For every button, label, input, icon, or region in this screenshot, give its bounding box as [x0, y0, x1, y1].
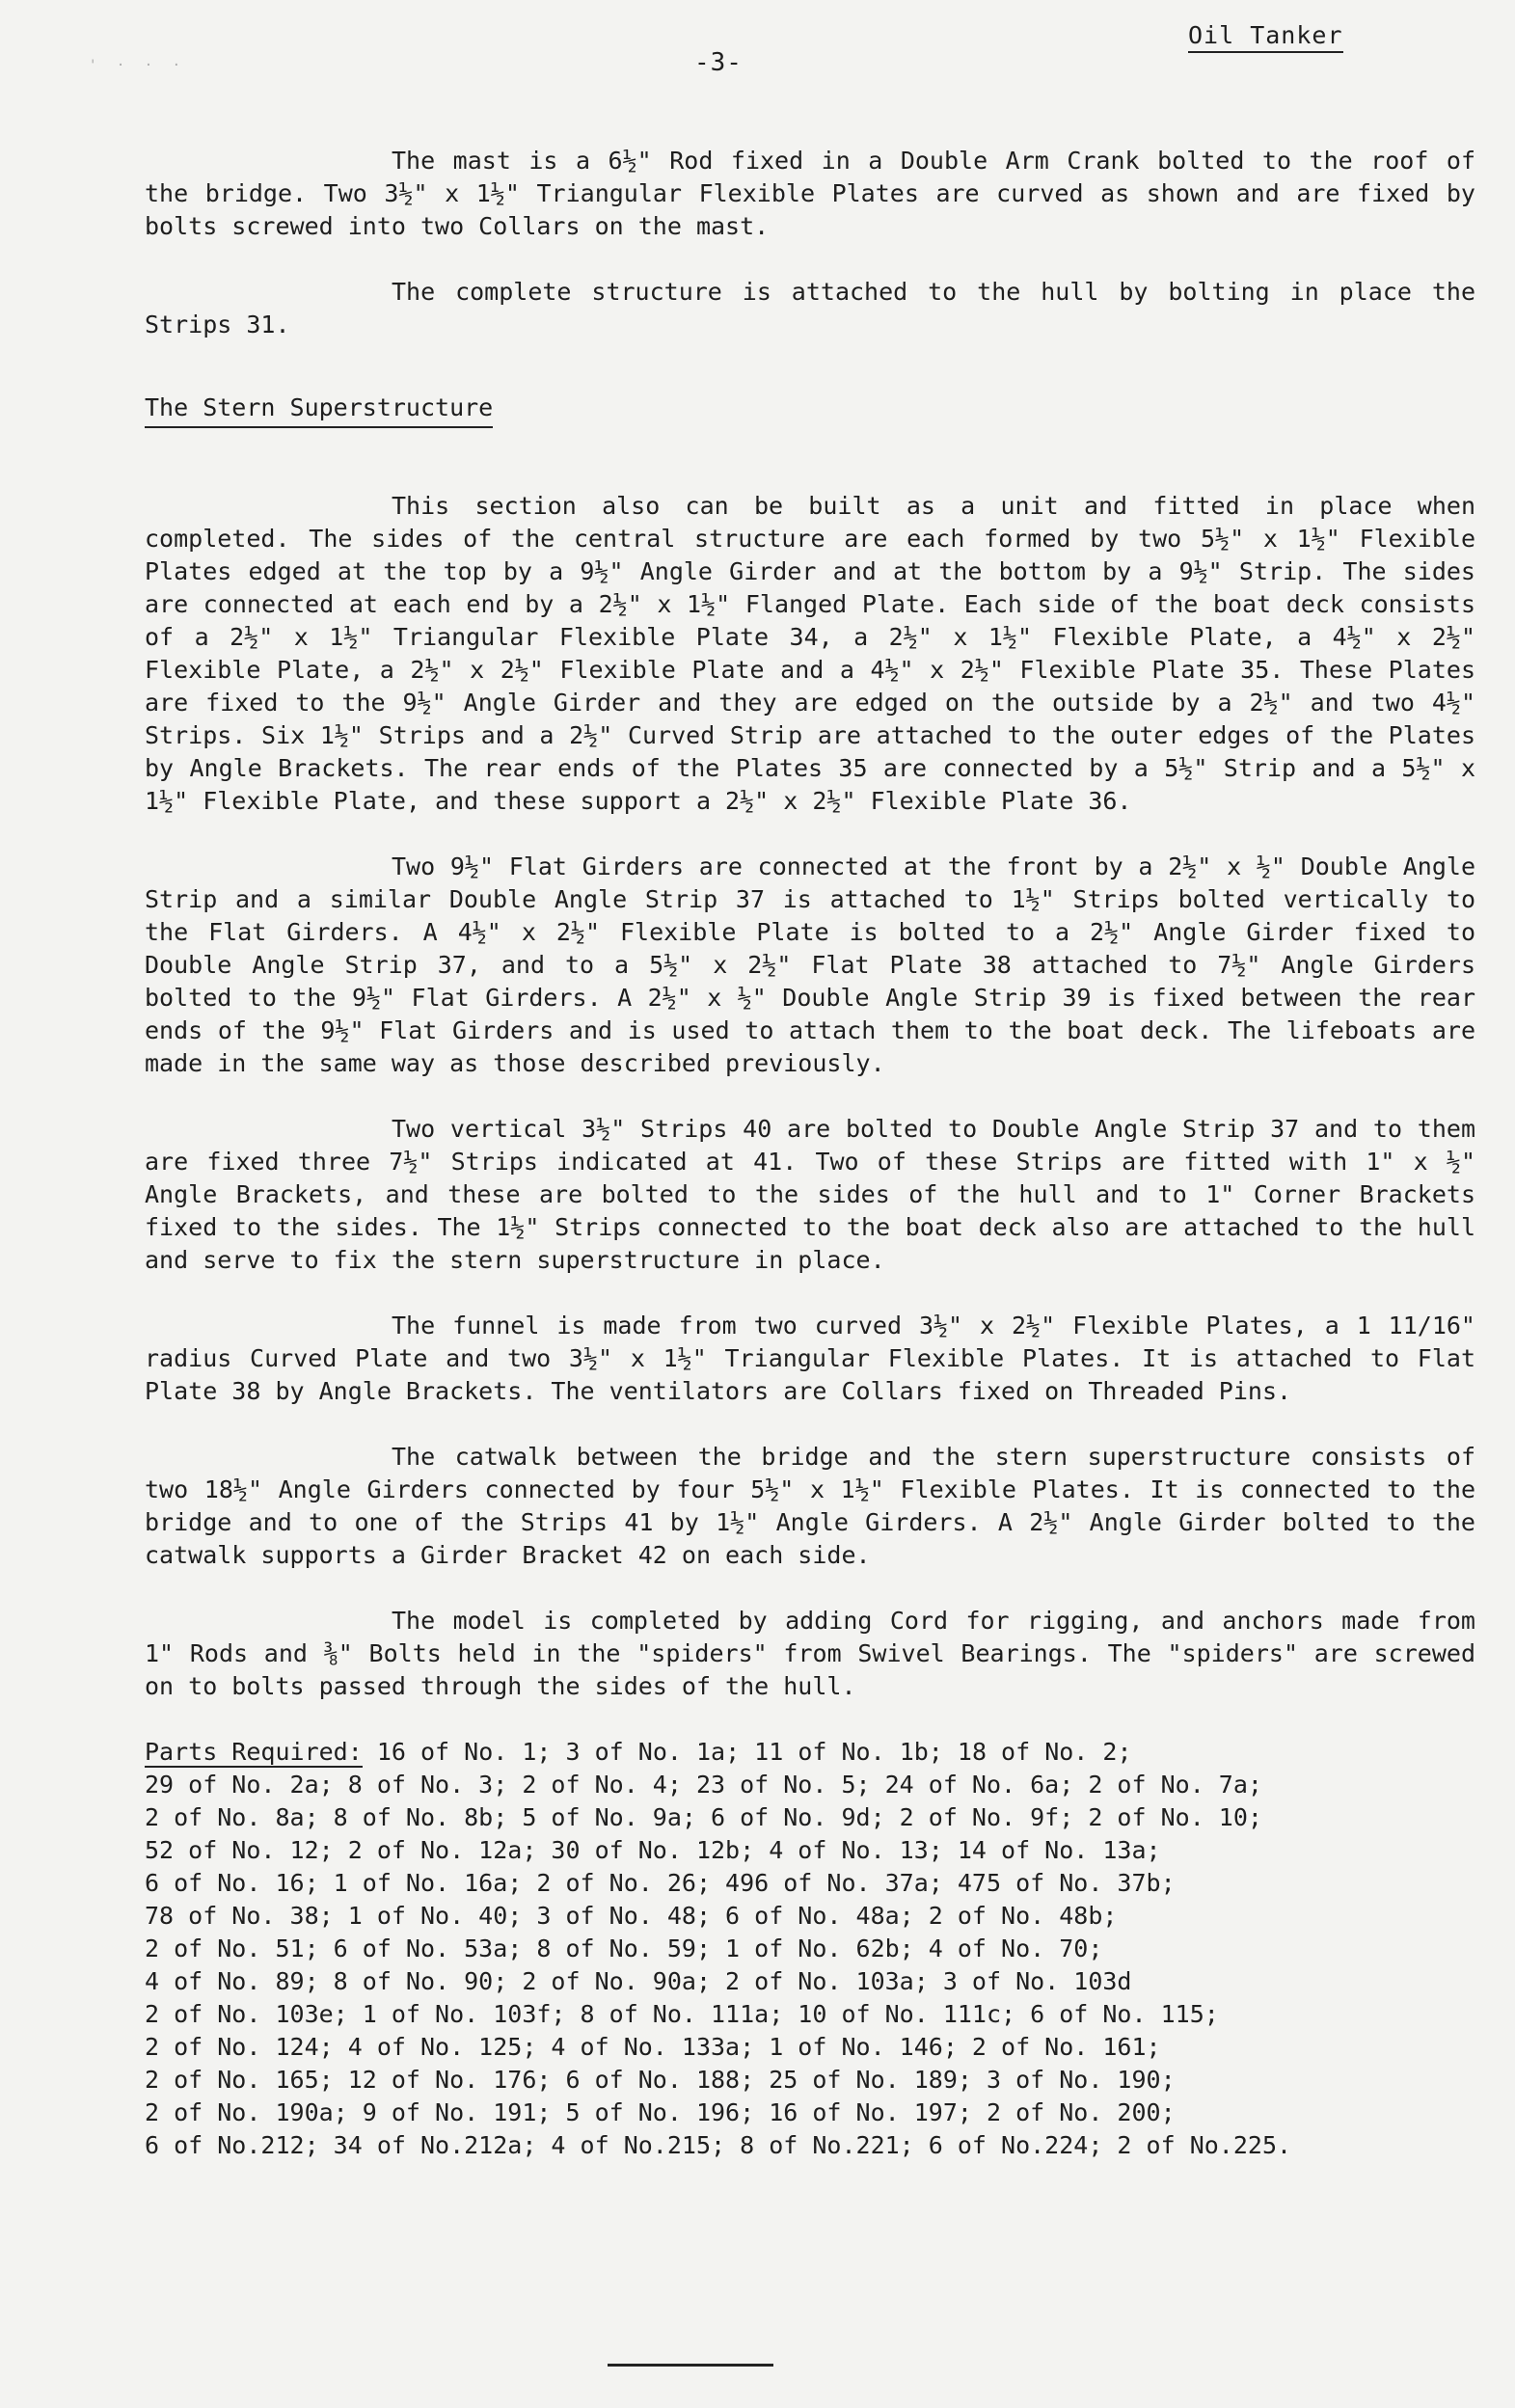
- parts-line: 52 of No. 12; 2 of No. 12a; 30 of No. 12b; 4 of No. 13; 14 of No. 13a;: [145, 1836, 1161, 1864]
- paragraph-mast: The mast is a 6½" Rod fixed in a Double Arm Crank bolted to the roof of the bridge. Two 3½" x 1½" Triangular Flexible Plates are curved as shown and are fixed by bolts screwed into two Collars on the mast.: [145, 147, 1475, 240]
- paragraph-rigging: The model is completed by adding Cord for rigging, and anchors made from 1" Rods and ⅜" Bolts held in the "spiders" from Swivel Bearings. The "spiders" are screwed on to bolts passed through the sides of the hull.: [145, 1607, 1475, 1700]
- paragraph-attach: The complete structure is attached to the hull by bolting in place the Strips 31.: [145, 278, 1475, 338]
- parts-line: [145, 1736, 1475, 1769]
- end-divider: [608, 2364, 773, 2367]
- parts-line: 78 of No. 38; 1 of No. 40; 3 of No. 48; 6 of No. 48a; 2 of No. 48b;: [145, 1902, 1118, 1930]
- paper-specks: ' · · ·: [89, 58, 187, 73]
- parts-line: 6 of No.212; 34 of No.212a; 4 of No.215; 8 of No.221; 6 of No.224; 2 of No.225.: [145, 2131, 1292, 2159]
- paragraph-vertical-strips: Two vertical 3½" Strips 40 are bolted to Double Angle Strip 37 and to them are fixed three 7½" Strips indicated at 41. Two of these Strips are fitted with 1" x ½" Angle Brackets, and these are bolted to the sides of the hull and to 1" Corner Brackets fixed to the sides. The 1½" Strips connected to the boat deck also are attached to the hull and serve to fix the stern superstructure in place.: [145, 1115, 1475, 1274]
- paragraph-catwalk: The catwalk between the bridge and the stern superstructure consists of two 18½" Angle Girders connected by four 5½" x 1½" Flexible Plates. It is connected to the bridge and to one of the Strips 41 by 1½" Angle Girders. A 2½" Angle Girder bolted to the catwalk supports a Girder Bracket 42 on each side.: [145, 1443, 1475, 1569]
- paragraph-funnel: The funnel is made from two curved 3½" x 2½" Flexible Plates, a 1 11/16" radius Curved Plate and two 3½" x 1½" Triangular Flexible Plates. It is attached to Flat Plate 38 by Angle Brackets. The ventilators are Collars fixed on Threaded Pins.: [145, 1312, 1475, 1405]
- document-title: Oil Tanker: [1188, 21, 1343, 53]
- parts-line: 6 of No. 16; 1 of No. 16a; 2 of No. 26; 496 of No. 37a; 475 of No. 37b;: [145, 1869, 1176, 1897]
- parts-label: Parts Required:: [145, 1738, 363, 1766]
- parts-list: [145, 1736, 1475, 2162]
- parts-line: 2 of No. 51; 6 of No. 53a; 8 of No. 59; 1 of No. 62b; 4 of No. 70;: [145, 1935, 1103, 1962]
- document-body: [145, 145, 1475, 2162]
- paragraph-stern-sides: This section also can be built as a unit and fitted in place when completed. The sides of the central structure are each formed by two 5½" x 1½" Flexible Plates edged at the top by a 9½" Angle Girder and at the bottom by a 9½" Strip. The sides are connected at each end by a 2½" x 1½" Flanged Plate. Each side of the boat deck consists of a 2½" x 1½" Triangular Flexible Plate 34, a 2½" x 1½" Flexible Plate, a 4½" x 2½" Flexible Plate, a 2½" x 2½" Flexible Plate and a 4½" x 2½" Flexible Plate 35. These Plates are fixed to the 9½" Angle Girder and they are edged on the outside by a 2½" and two 4½" Strips. Six 1½" Strips and a 2½" Curved Strip are attached to the outer edges of the Plates by Angle Brackets. The rear ends of the Plates 35 are connected by a 5½" Strip and a 5½" x 1½" Flexible Plate, and these support a 2½" x 2½" Flexible Plate 36.: [145, 492, 1475, 815]
- parts-line: 2 of No. 103e; 1 of No. 103f; 8 of No. 111a; 10 of No. 111c; 6 of No. 115;: [145, 2000, 1219, 2028]
- parts-line: 2 of No. 8a; 8 of No. 8b; 5 of No. 9a; 6 of No. 9d; 2 of No. 9f; 2 of No. 10;: [145, 1803, 1262, 1831]
- page-number: -3-: [694, 48, 743, 77]
- parts-line: 2 of No. 190a; 9 of No. 191; 5 of No. 196; 16 of No. 197; 2 of No. 200;: [145, 2098, 1176, 2126]
- parts-line-text: 16 of No. 1; 3 of No. 1a; 11 of No. 1b; 18 of No. 2;: [376, 1738, 1132, 1766]
- paragraph-flat-girders: Two 9½" Flat Girders are connected at the front by a 2½" x ½" Double Angle Strip and a similar Double Angle Strip 37 is attached to 1½" Strips bolted vertically to the Flat Girders. A 4½" x 2½" Flexible Plate is bolted to a 2½" Angle Girder fixed to Double Angle Strip 37, and to a 5½" x 2½" Flat Plate 38 attached to 7½" Angle Girders bolted to the 9½" Flat Girders. A 2½" x ½" Double Angle Strip 39 is fixed between the rear ends of the 9½" Flat Girders and is used to attach them to the boat deck. The lifeboats are made in the same way as those described previously.: [145, 852, 1475, 1077]
- parts-line: 2 of No. 124; 4 of No. 125; 4 of No. 133a; 1 of No. 146; 2 of No. 161;: [145, 2033, 1161, 2061]
- parts-line: 2 of No. 165; 12 of No. 176; 6 of No. 188; 25 of No. 189; 3 of No. 190;: [145, 2066, 1176, 2094]
- parts-line: 29 of No. 2a; 8 of No. 3; 2 of No. 4; 23 of No. 5; 24 of No. 6a; 2 of No. 7a;: [145, 1771, 1262, 1799]
- parts-line: 4 of No. 89; 8 of No. 90; 2 of No. 90a; 2 of No. 103a; 3 of No. 103d: [145, 1967, 1132, 1995]
- section-heading: The Stern Superstructure: [145, 392, 493, 428]
